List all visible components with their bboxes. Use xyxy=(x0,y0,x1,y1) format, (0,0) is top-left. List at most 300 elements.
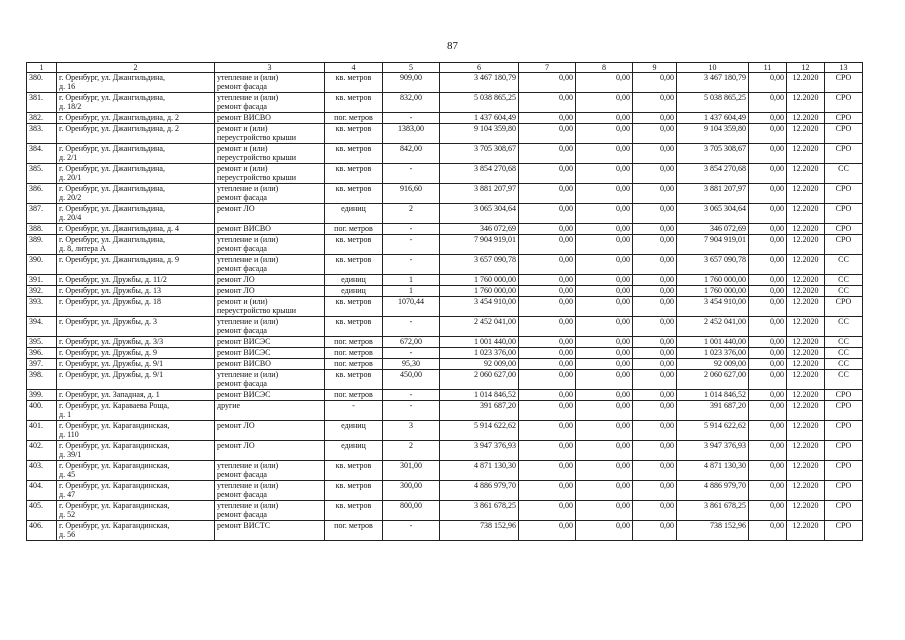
quantity-cell: - xyxy=(383,164,440,184)
row-number-cell: 387. xyxy=(27,204,57,224)
owner-funds-cell: 3 065 304,64 xyxy=(677,204,749,224)
table-row xyxy=(27,359,863,370)
owner-funds-cell: 346 072,69 xyxy=(677,224,749,235)
cost-cell: 0,00 xyxy=(633,481,677,501)
total-cost-cell: 1 001 440,00 xyxy=(440,337,519,348)
unit-cell: кв. метров xyxy=(325,501,383,521)
unit-cell: кв. метров xyxy=(325,124,383,144)
address-line: г. Оренбург, ул. Дружбы, д. 9/1 xyxy=(59,359,164,368)
work-type-cell xyxy=(215,421,325,441)
address-line: г. Оренбург, ул. Джангильдина, д. 2 xyxy=(59,113,180,122)
cost-cell: 0,00 xyxy=(576,224,633,235)
address-cell xyxy=(57,441,215,461)
address-cell xyxy=(57,359,215,370)
address-line: д. 1 xyxy=(59,410,72,419)
address-line: г. Оренбург, ул. Джангильдина, д. 9 xyxy=(59,255,180,264)
completion-date-cell: 12.2020 xyxy=(787,359,825,370)
cost-cell: 0,00 xyxy=(749,235,787,255)
cost-cell: 0,00 xyxy=(749,359,787,370)
completion-date-cell: 12.2020 xyxy=(787,370,825,390)
address-cell xyxy=(57,164,215,184)
unit-cell: кв. метров xyxy=(325,184,383,204)
row-number-cell: 403. xyxy=(27,461,57,481)
work-type-line: ремонт ВИСЭС xyxy=(217,348,271,357)
work-type-line: ремонт ЛО xyxy=(217,441,255,450)
completion-date-cell: 12.2020 xyxy=(787,255,825,275)
cost-cell: 0,00 xyxy=(633,359,677,370)
unit-cell: пог. метров xyxy=(325,224,383,235)
fund-type-cell: СРО xyxy=(825,481,863,501)
unit-cell: кв. метров xyxy=(325,73,383,93)
quantity-cell: 1383,00 xyxy=(383,124,440,144)
cost-cell: 0,00 xyxy=(633,255,677,275)
work-type-line: утепление и (или) xyxy=(217,255,279,264)
completion-date-cell: 12.2020 xyxy=(787,204,825,224)
total-cost-cell: 3 861 678,25 xyxy=(440,501,519,521)
cost-cell: 0,00 xyxy=(519,317,576,337)
cost-cell: 0,00 xyxy=(576,184,633,204)
unit-cell: пог. метров xyxy=(325,113,383,124)
work-type-line: другие xyxy=(217,401,241,410)
work-type-line: ремонт фасада xyxy=(217,490,267,499)
completion-date-cell: 12.2020 xyxy=(787,441,825,461)
cost-cell: 0,00 xyxy=(749,93,787,113)
unit-cell: кв. метров xyxy=(325,255,383,275)
work-type-line: ремонт фасада xyxy=(217,193,267,202)
unit-cell: кв. метров xyxy=(325,297,383,317)
row-number-cell: 400. xyxy=(27,401,57,421)
total-cost-cell: 3 065 304,64 xyxy=(440,204,519,224)
address-line: д. 110 xyxy=(59,430,79,439)
table-row xyxy=(27,164,863,184)
unit-cell: единиц xyxy=(325,286,383,297)
owner-funds-cell: 3 454 910,00 xyxy=(677,297,749,317)
row-number-cell: 380. xyxy=(27,73,57,93)
total-cost-cell: 1 023 376,00 xyxy=(440,348,519,359)
row-number-cell: 395. xyxy=(27,337,57,348)
address-cell xyxy=(57,348,215,359)
total-cost-cell: 346 072,69 xyxy=(440,224,519,235)
address-line: д. 45 xyxy=(59,470,76,479)
work-type-line: утепление и (или) xyxy=(217,461,279,470)
table-row xyxy=(27,461,863,481)
unit-cell: кв. метров xyxy=(325,461,383,481)
work-type-cell xyxy=(215,390,325,401)
table-row xyxy=(27,481,863,501)
quantity-cell: 2 xyxy=(383,204,440,224)
address-cell xyxy=(57,224,215,235)
cost-cell: 0,00 xyxy=(749,317,787,337)
fund-type-cell: СРО xyxy=(825,297,863,317)
address-line: г. Оренбург, ул. Карагандинская, xyxy=(59,441,170,450)
owner-funds-cell: 7 904 919,01 xyxy=(677,235,749,255)
quantity-cell: - xyxy=(383,348,440,359)
address-cell xyxy=(57,401,215,421)
owner-funds-cell: 4 886 979,70 xyxy=(677,481,749,501)
cost-cell: 0,00 xyxy=(576,390,633,401)
total-cost-cell: 1 760 000,00 xyxy=(440,275,519,286)
work-type-line: ремонт и (или) xyxy=(217,124,268,133)
cost-cell: 0,00 xyxy=(519,370,576,390)
fund-type-cell: СРО xyxy=(825,421,863,441)
total-cost-cell: 391 687,20 xyxy=(440,401,519,421)
work-type-cell xyxy=(215,113,325,124)
work-type-line: утепление и (или) xyxy=(217,370,279,379)
cost-cell: 0,00 xyxy=(519,255,576,275)
address-line: г. Оренбург, ул. Дружбы, д. 9 xyxy=(59,348,157,357)
cost-cell: 0,00 xyxy=(633,317,677,337)
column-number-header: 1 xyxy=(27,63,57,73)
work-type-line: ремонт ЛО xyxy=(217,286,255,295)
work-type-line: ремонт ВИСТС xyxy=(217,521,271,530)
address-line: д. 20/4 xyxy=(59,213,82,222)
address-line: д. 56 xyxy=(59,530,76,539)
address-line: г. Оренбург, ул. Дружбы, д. 11/2 xyxy=(59,275,167,284)
cost-cell: 0,00 xyxy=(633,501,677,521)
total-cost-cell: 5 038 865,25 xyxy=(440,93,519,113)
address-cell xyxy=(57,337,215,348)
quantity-cell: 300,00 xyxy=(383,481,440,501)
work-type-line: ремонт ВИСВО xyxy=(217,113,271,122)
table-row xyxy=(27,73,863,93)
work-type-line: ремонт и (или) xyxy=(217,164,268,173)
table-row xyxy=(27,204,863,224)
cost-cell: 0,00 xyxy=(633,184,677,204)
work-type-line: утепление и (или) xyxy=(217,501,279,510)
fund-type-cell: СРО xyxy=(825,401,863,421)
cost-cell: 0,00 xyxy=(519,481,576,501)
work-type-cell xyxy=(215,184,325,204)
work-type-line: утепление и (или) xyxy=(217,317,279,326)
address-cell xyxy=(57,390,215,401)
cost-cell: 0,00 xyxy=(749,297,787,317)
row-number-cell: 398. xyxy=(27,370,57,390)
owner-funds-cell: 1 760 000,00 xyxy=(677,286,749,297)
address-line: г. Оренбург, ул. Караваева Роща, xyxy=(59,401,170,410)
table-row xyxy=(27,255,863,275)
total-cost-cell: 9 104 359,80 xyxy=(440,124,519,144)
row-number-cell: 382. xyxy=(27,113,57,124)
cost-cell: 0,00 xyxy=(519,461,576,481)
completion-date-cell: 12.2020 xyxy=(787,224,825,235)
cost-cell: 0,00 xyxy=(633,164,677,184)
cost-cell: 0,00 xyxy=(576,521,633,541)
address-cell xyxy=(57,204,215,224)
owner-funds-cell: 2 060 627,00 xyxy=(677,370,749,390)
work-type-cell xyxy=(215,297,325,317)
work-type-line: ремонт ВИСЭС xyxy=(217,390,271,399)
column-number-header: 12 xyxy=(787,63,825,73)
unit-cell: кв. метров xyxy=(325,144,383,164)
address-cell xyxy=(57,113,215,124)
work-type-line: утепление и (или) xyxy=(217,93,279,102)
work-type-line: ремонт ЛО xyxy=(217,275,255,284)
cost-cell: 0,00 xyxy=(519,348,576,359)
table-row xyxy=(27,441,863,461)
row-number-cell: 396. xyxy=(27,348,57,359)
fund-type-cell: СС xyxy=(825,255,863,275)
address-cell xyxy=(57,124,215,144)
row-number-cell: 384. xyxy=(27,144,57,164)
cost-cell: 0,00 xyxy=(749,144,787,164)
completion-date-cell: 12.2020 xyxy=(787,521,825,541)
address-cell xyxy=(57,317,215,337)
column-number-header: 6 xyxy=(440,63,519,73)
quantity-cell: 842,00 xyxy=(383,144,440,164)
address-line: г. Оренбург, ул. Дружбы, д. 9/1 xyxy=(59,370,164,379)
cost-cell: 0,00 xyxy=(749,337,787,348)
table-row xyxy=(27,235,863,255)
cost-cell: 0,00 xyxy=(576,421,633,441)
cost-cell: 0,00 xyxy=(519,224,576,235)
total-cost-cell: 3 854 270,68 xyxy=(440,164,519,184)
unit-cell: пог. метров xyxy=(325,390,383,401)
unit-cell: пог. метров xyxy=(325,359,383,370)
row-number-cell: 385. xyxy=(27,164,57,184)
row-number-cell: 383. xyxy=(27,124,57,144)
total-cost-cell: 1 014 846,52 xyxy=(440,390,519,401)
cost-cell: 0,00 xyxy=(633,370,677,390)
cost-cell: 0,00 xyxy=(633,421,677,441)
table-row xyxy=(27,501,863,521)
cost-cell: 0,00 xyxy=(633,144,677,164)
total-cost-cell: 3 657 090,78 xyxy=(440,255,519,275)
address-line: г. Оренбург, ул. Карагандинская, xyxy=(59,521,170,530)
owner-funds-cell: 3 947 376,93 xyxy=(677,441,749,461)
total-cost-cell: 2 060 627,00 xyxy=(440,370,519,390)
fund-type-cell: СРО xyxy=(825,235,863,255)
address-line: г. Оренбург, ул. Джангильдина, xyxy=(59,235,165,244)
address-line: г. Оренбург, ул. Джангильдина, xyxy=(59,144,165,153)
row-number-cell: 391. xyxy=(27,275,57,286)
cost-cell: 0,00 xyxy=(576,441,633,461)
column-number-header: 4 xyxy=(325,63,383,73)
completion-date-cell: 12.2020 xyxy=(787,317,825,337)
table-row xyxy=(27,184,863,204)
table-row xyxy=(27,224,863,235)
table-row xyxy=(27,421,863,441)
unit-cell: единиц xyxy=(325,441,383,461)
work-type-line: утепление и (или) xyxy=(217,184,279,193)
address-line: д. 16 xyxy=(59,82,76,91)
cost-cell: 0,00 xyxy=(749,501,787,521)
address-cell xyxy=(57,297,215,317)
completion-date-cell: 12.2020 xyxy=(787,275,825,286)
cost-cell: 0,00 xyxy=(519,337,576,348)
unit-cell: единиц xyxy=(325,204,383,224)
cost-cell: 0,00 xyxy=(749,481,787,501)
work-type-line: утепление и (или) xyxy=(217,235,279,244)
address-line: г. Оренбург, ул. Карагандинская, xyxy=(59,481,170,490)
address-cell xyxy=(57,73,215,93)
cost-cell: 0,00 xyxy=(519,184,576,204)
cost-cell: 0,00 xyxy=(519,297,576,317)
completion-date-cell: 12.2020 xyxy=(787,501,825,521)
quantity-cell: - xyxy=(383,317,440,337)
fund-type-cell: СС xyxy=(825,275,863,286)
address-line: г. Оренбург, ул. Карагандинская, xyxy=(59,421,170,430)
total-cost-cell: 3 454 910,00 xyxy=(440,297,519,317)
cost-cell: 0,00 xyxy=(519,164,576,184)
work-type-cell xyxy=(215,370,325,390)
cost-cell: 0,00 xyxy=(519,286,576,297)
work-type-line: утепление и (или) xyxy=(217,73,279,82)
fund-type-cell: СРО xyxy=(825,441,863,461)
cost-cell: 0,00 xyxy=(576,401,633,421)
cost-cell: 0,00 xyxy=(576,124,633,144)
cost-cell: 0,00 xyxy=(633,224,677,235)
completion-date-cell: 12.2020 xyxy=(787,235,825,255)
work-type-line: ремонт фасада xyxy=(217,326,267,335)
quantity-cell: 1070,44 xyxy=(383,297,440,317)
cost-cell: 0,00 xyxy=(576,164,633,184)
total-cost-cell: 5 914 622,62 xyxy=(440,421,519,441)
total-cost-cell: 3 881 207,97 xyxy=(440,184,519,204)
quantity-cell: - xyxy=(383,255,440,275)
cost-cell: 0,00 xyxy=(633,93,677,113)
table-row xyxy=(27,390,863,401)
fund-type-cell: СС xyxy=(825,286,863,297)
table-row xyxy=(27,401,863,421)
work-type-line: ремонт ЛО xyxy=(217,421,255,430)
cost-cell: 0,00 xyxy=(749,73,787,93)
cost-cell: 0,00 xyxy=(633,235,677,255)
address-cell xyxy=(57,481,215,501)
cost-cell: 0,00 xyxy=(749,286,787,297)
fund-type-cell: СС xyxy=(825,370,863,390)
work-type-cell xyxy=(215,144,325,164)
owner-funds-cell: 5 038 865,25 xyxy=(677,93,749,113)
row-number-cell: 381. xyxy=(27,93,57,113)
cost-cell: 0,00 xyxy=(749,348,787,359)
total-cost-cell: 1 437 604,49 xyxy=(440,113,519,124)
row-number-cell: 404. xyxy=(27,481,57,501)
completion-date-cell: 12.2020 xyxy=(787,337,825,348)
fund-type-cell: СРО xyxy=(825,224,863,235)
owner-funds-cell: 9 104 359,80 xyxy=(677,124,749,144)
quantity-cell: 909,00 xyxy=(383,73,440,93)
address-line: г. Оренбург, ул. Джангильдина, xyxy=(59,73,165,82)
work-type-line: ремонт фасада xyxy=(217,102,267,111)
row-number-cell: 402. xyxy=(27,441,57,461)
table-row xyxy=(27,521,863,541)
column-number-header: 7 xyxy=(519,63,576,73)
work-type-line: ремонт ЛО xyxy=(217,204,255,213)
fund-type-cell: СС xyxy=(825,337,863,348)
work-type-cell xyxy=(215,481,325,501)
address-line: г. Оренбург, ул. Западная, д. 1 xyxy=(59,390,160,399)
address-line: д. 47 xyxy=(59,490,76,499)
column-number-header: 2 xyxy=(57,63,215,73)
address-line: г. Оренбург, ул. Джангильдина, xyxy=(59,204,165,213)
cost-cell: 0,00 xyxy=(633,286,677,297)
cost-cell: 0,00 xyxy=(633,390,677,401)
table-body xyxy=(27,73,863,541)
quantity-cell: 95,30 xyxy=(383,359,440,370)
quantity-cell: 3 xyxy=(383,421,440,441)
completion-date-cell: 12.2020 xyxy=(787,184,825,204)
cost-cell: 0,00 xyxy=(749,390,787,401)
cost-cell: 0,00 xyxy=(749,521,787,541)
owner-funds-cell: 5 914 622,62 xyxy=(677,421,749,441)
cost-cell: 0,00 xyxy=(749,441,787,461)
quantity-cell: 1 xyxy=(383,286,440,297)
quantity-cell: 800,00 xyxy=(383,501,440,521)
address-cell xyxy=(57,370,215,390)
cost-cell: 0,00 xyxy=(576,317,633,337)
address-line: г. Оренбург, ул. Джангильдина, xyxy=(59,184,165,193)
address-cell xyxy=(57,461,215,481)
cost-cell: 0,00 xyxy=(633,348,677,359)
owner-funds-cell: 391 687,20 xyxy=(677,401,749,421)
column-number-header: 5 xyxy=(383,63,440,73)
cost-cell: 0,00 xyxy=(576,235,633,255)
table-row xyxy=(27,93,863,113)
row-number-cell: 390. xyxy=(27,255,57,275)
cost-cell: 0,00 xyxy=(633,124,677,144)
row-number-cell: 401. xyxy=(27,421,57,441)
work-type-cell xyxy=(215,93,325,113)
work-type-cell xyxy=(215,255,325,275)
completion-date-cell: 12.2020 xyxy=(787,401,825,421)
cost-cell: 0,00 xyxy=(576,348,633,359)
address-line: д. 2/1 xyxy=(59,153,78,162)
total-cost-cell: 92 009,00 xyxy=(440,359,519,370)
address-cell xyxy=(57,184,215,204)
table-row xyxy=(27,370,863,390)
address-cell xyxy=(57,144,215,164)
completion-date-cell: 12.2020 xyxy=(787,164,825,184)
cost-cell: 0,00 xyxy=(633,337,677,348)
address-cell xyxy=(57,286,215,297)
unit-cell: единиц xyxy=(325,275,383,286)
cost-cell: 0,00 xyxy=(519,401,576,421)
quantity-cell: - xyxy=(383,235,440,255)
cost-cell: 0,00 xyxy=(749,204,787,224)
row-number-cell: 397. xyxy=(27,359,57,370)
table-row xyxy=(27,275,863,286)
work-type-line: ремонт ВИСВО xyxy=(217,359,271,368)
column-number-header: 10 xyxy=(677,63,749,73)
work-type-cell xyxy=(215,286,325,297)
cost-cell: 0,00 xyxy=(749,370,787,390)
cost-cell: 0,00 xyxy=(749,113,787,124)
completion-date-cell: 12.2020 xyxy=(787,390,825,401)
work-type-line: ремонт фасада xyxy=(217,82,267,91)
work-type-cell xyxy=(215,501,325,521)
cost-cell: 0,00 xyxy=(519,235,576,255)
cost-cell: 0,00 xyxy=(633,73,677,93)
total-cost-cell: 3 947 376,93 xyxy=(440,441,519,461)
cost-cell: 0,00 xyxy=(519,275,576,286)
owner-funds-cell: 3 705 308,67 xyxy=(677,144,749,164)
cost-cell: 0,00 xyxy=(576,461,633,481)
fund-type-cell: СРО xyxy=(825,390,863,401)
total-cost-cell: 738 152,96 xyxy=(440,521,519,541)
cost-cell: 0,00 xyxy=(519,359,576,370)
quantity-cell: 916,60 xyxy=(383,184,440,204)
work-type-line: ремонт ВИСВО xyxy=(217,224,271,233)
table-row xyxy=(27,124,863,144)
address-line: г. Оренбург, ул. Джангильдина, xyxy=(59,93,165,102)
completion-date-cell: 12.2020 xyxy=(787,73,825,93)
quantity-cell: 1 xyxy=(383,275,440,286)
address-line: г. Оренбург, ул. Джангильдина, д. 4 xyxy=(59,224,180,233)
work-type-line: ремонт и (или) xyxy=(217,144,268,153)
completion-date-cell: 12.2020 xyxy=(787,124,825,144)
work-type-line: ремонт и (или) xyxy=(217,297,268,306)
address-line: г. Оренбург, ул. Карагандинская, xyxy=(59,501,170,510)
